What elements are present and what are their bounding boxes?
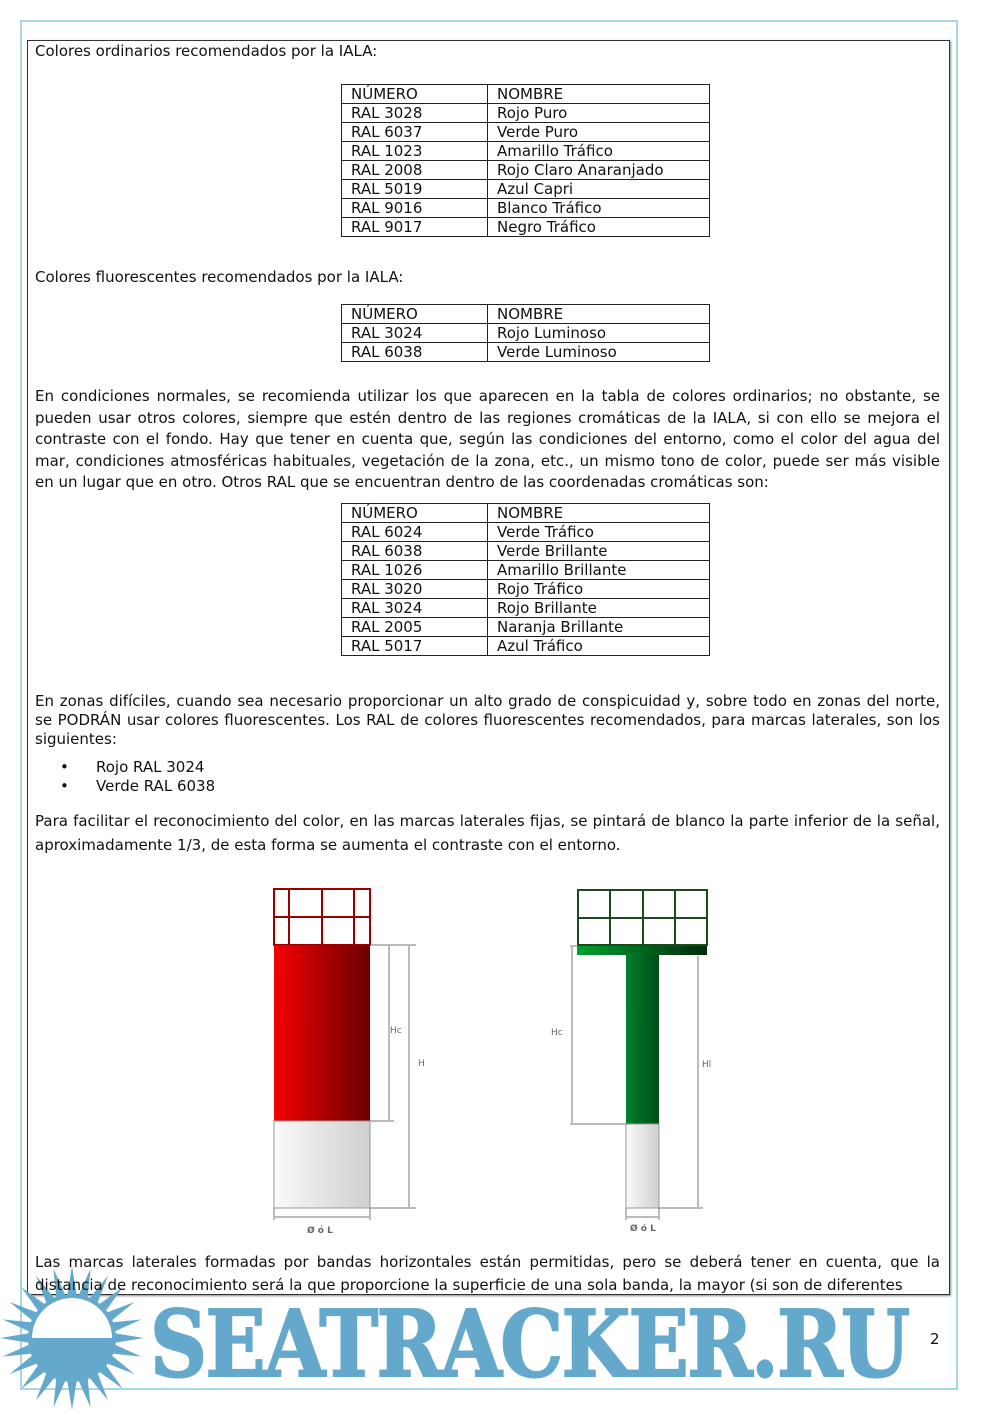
sun-ray [112, 1333, 144, 1343]
ral-number-cell: RAL 6037 [342, 123, 488, 142]
ral-number-cell: NÚMERO [342, 504, 488, 523]
color-name-cell: Verde Luminoso [488, 343, 710, 362]
color-name-cell: Blanco Tráfico [488, 199, 710, 218]
color-name-cell: Azul Tráfico [488, 637, 710, 656]
ral-number-cell: RAL 2005 [342, 618, 488, 637]
color-name-cell: Rojo Luminoso [488, 324, 710, 343]
ral-number-cell: RAL 6038 [342, 343, 488, 362]
red-h-label: H [418, 1059, 425, 1069]
green-hc-label: Hc [551, 1028, 563, 1038]
color-name-cell: Naranja Brillante [488, 618, 710, 637]
ral-number-cell: RAL 6038 [342, 542, 488, 561]
color-name-cell: Rojo Brillante [488, 599, 710, 618]
sun-ray [67, 1378, 77, 1410]
ral-number-cell: RAL 2008 [342, 161, 488, 180]
color-name-cell: NOMBRE [488, 305, 710, 324]
ral-number-cell: RAL 9017 [342, 218, 488, 237]
page-number: 2 [930, 1330, 940, 1348]
red-hc-label: Hc [390, 1026, 402, 1036]
sun-ray [0, 1333, 32, 1343]
bullet-item: • Rojo RAL 3024 [60, 758, 215, 777]
color-name-cell: Negro Tráfico [488, 218, 710, 237]
ral-number-cell: RAL 6024 [342, 523, 488, 542]
ral-number-cell: RAL 3028 [342, 104, 488, 123]
ral-number-cell: RAL 1023 [342, 142, 488, 161]
ral-number-cell: RAL 3024 [342, 324, 488, 343]
ral-number-cell: RAL 3024 [342, 599, 488, 618]
color-name-cell: Verde Brillante [488, 542, 710, 561]
color-name-cell: Rojo Puro [488, 104, 710, 123]
ral-number-cell: RAL 5017 [342, 637, 488, 656]
color-name-cell: Amarillo Brillante [488, 561, 710, 580]
color-name-cell: Rojo Claro Anaranjado [488, 161, 710, 180]
red-width-label: Ø ó L [307, 1226, 333, 1236]
paragraph-horizontal-bands: Las marcas laterales formadas por bandas horizontales están permitidas, pero se deberá tener en cuenta, que la distancia de reconocimiento será la que proporcione la superficie de una sola banda, la mayor (si son de diferentes [35, 1253, 940, 1294]
fluorescent-colors-heading: Colores fluorescentes recomendados por la IALA: [35, 268, 404, 286]
ral-number-cell: NÚMERO [342, 85, 488, 104]
ral-number-cell: RAL 1026 [342, 561, 488, 580]
bullet-item: • Verde RAL 6038 [60, 777, 215, 796]
ral-number-cell: RAL 3020 [342, 580, 488, 599]
color-name-cell: NOMBRE [488, 504, 710, 523]
color-name-cell: Azul Capri [488, 180, 710, 199]
paragraph-white-bottom: Para facilitar el reconocimiento del color, en las marcas laterales fijas, se pintará de blanco la parte inferior de la señal, aproximadamente 1/3, de esta forma se aumenta el contraste con el entorno. [35, 812, 940, 854]
ral-number-cell: RAL 5019 [342, 180, 488, 199]
green-h-label: Hl [702, 1060, 712, 1070]
color-name-cell: Verde Tráfico [488, 523, 710, 542]
ral-number-cell: RAL 9016 [342, 199, 488, 218]
color-name-cell: NOMBRE [488, 85, 710, 104]
color-name-cell: Rojo Tráfico [488, 580, 710, 599]
ordinary-colors-heading: Colores ordinarios recomendados por la IALA: [35, 42, 378, 60]
watermark-logo: SEATRACKER.RU [150, 1290, 909, 1398]
color-name-cell: Verde Puro [488, 123, 710, 142]
ral-number-cell: NÚMERO [342, 305, 488, 324]
color-name-cell: Amarillo Tráfico [488, 142, 710, 161]
paragraph-difficult-zones: En zonas difíciles, cuando sea necesario proporcionar un alto grado de conspicuidad y, sobre todo en zonas del norte, se PODRÁN usar colores fluorescentes. Los RAL de colores fluorescentes recomendados, para marcas laterales, son los siguientes: [35, 692, 940, 748]
paragraph-normal-conditions: En condiciones normales, se recomienda utilizar los que aparecen en la tabla de colores ordinarios; no obstante, se pueden usar otros colores, siempre que estén dentro de las regiones cromáticas de la IALA, si con ello se mejora el contraste con el fondo. Hay que tener en cuenta que, según las condiciones del entorno, como el color del agua del mar, condiciones atmosféricas habituales, vegetación de la zona, etc., un mismo tono de color, puede ser más visible en un lugar que en otro. Otros RAL que se encuentran dentro de las coordenadas cromáticas son: [35, 387, 940, 491]
green-width-label: Ø ó L [630, 1224, 656, 1234]
